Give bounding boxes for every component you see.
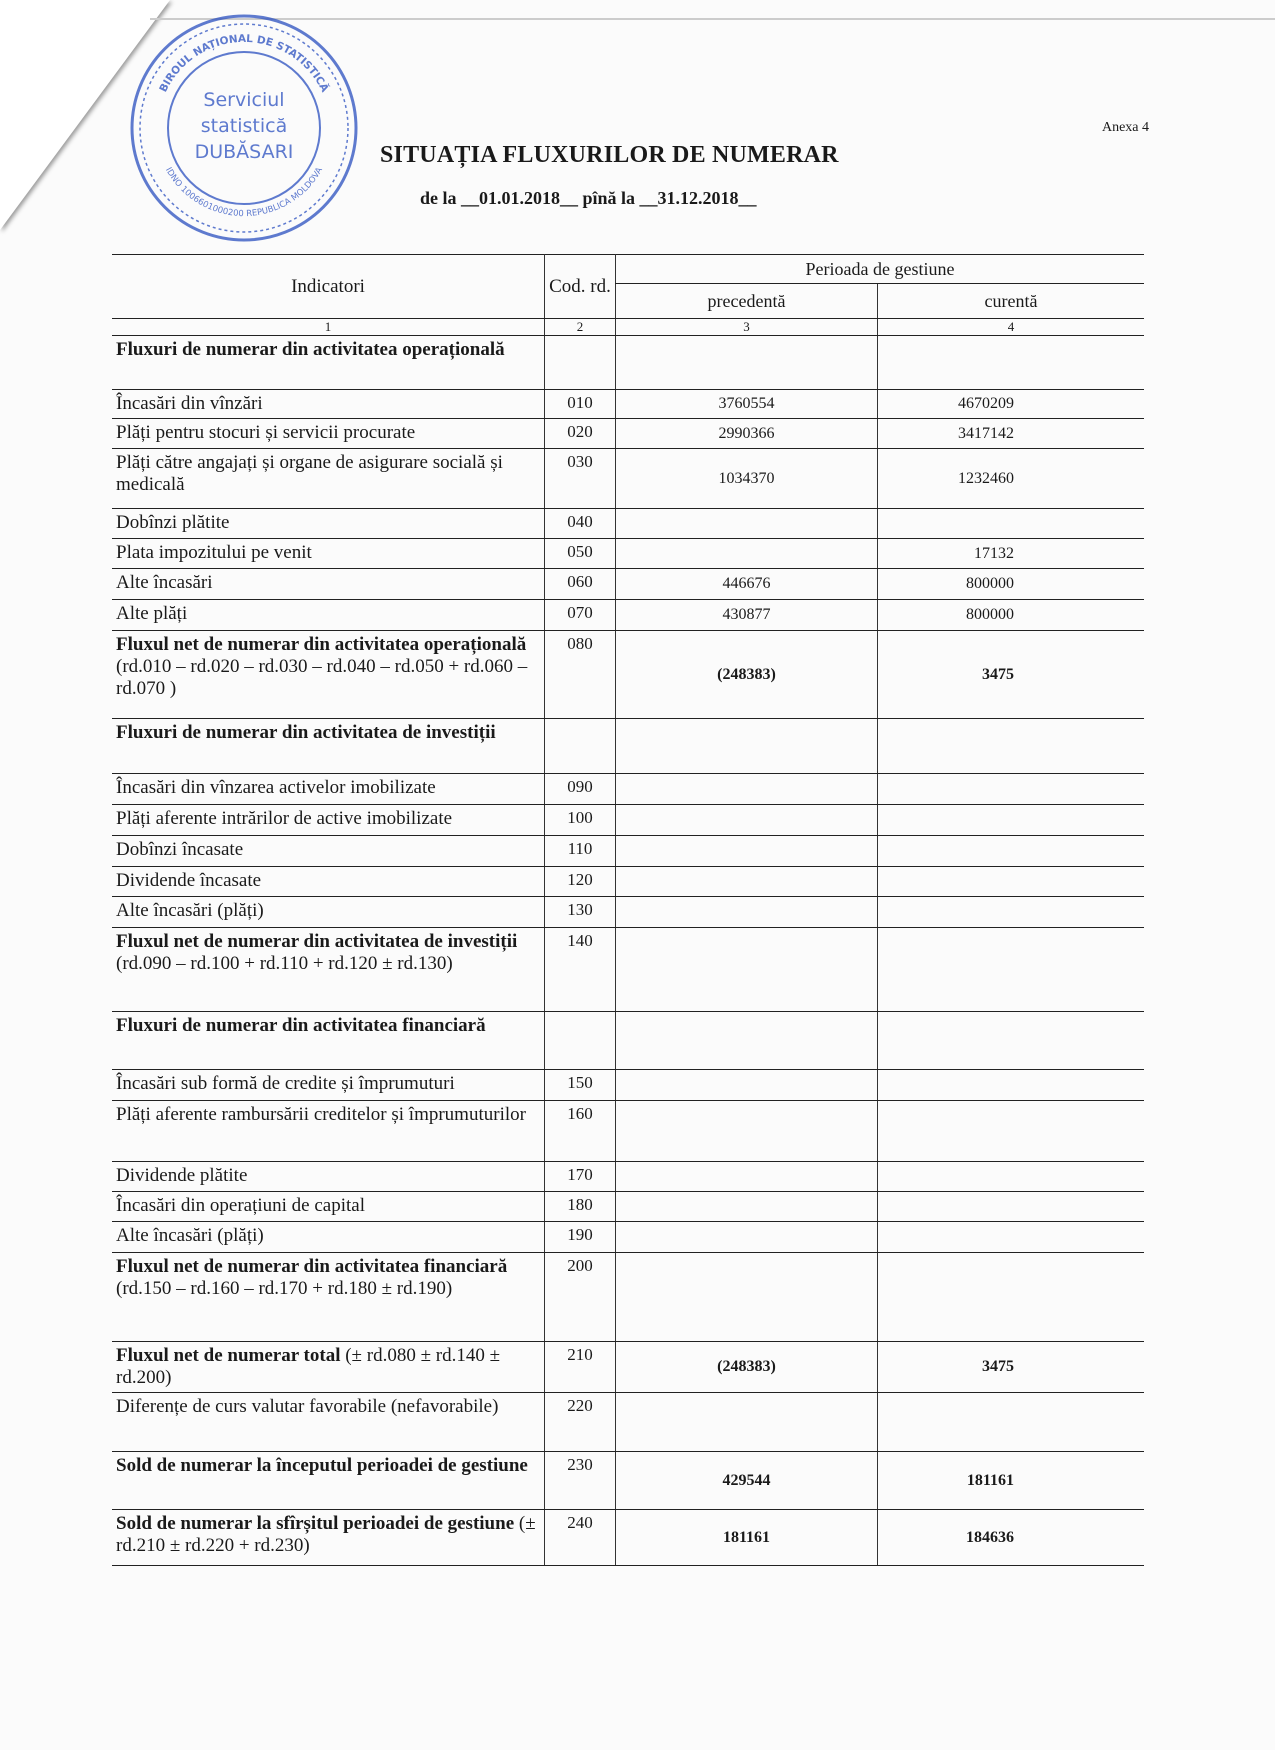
row-code-cell [545,1342,616,1393]
row-previous-value [616,1162,878,1192]
row-code: 200 [567,1256,593,1275]
period-prefix: de la __ [420,188,480,208]
row-previous-value [616,1012,878,1070]
row-previous-value [616,1101,878,1162]
row-code: 050 [567,542,593,561]
row-code: 100 [567,808,593,827]
row-indicator [112,867,545,897]
row-code-cell [545,836,616,867]
row-previous-value: 430877 [616,600,878,631]
row-indicator [112,805,545,836]
period-from: 01.01.2018 [479,188,561,208]
row-code: 030 [567,452,593,471]
row-code-cell [545,1162,616,1192]
row-code: 040 [567,512,593,531]
table-row [112,1101,1144,1162]
row-formula: (± rd.210 ± rd.220 + rd.230) [116,1513,536,1556]
header-previous: precedentă [616,284,878,319]
row-current-value [878,1192,1145,1222]
row-label: Fluxul net de numerar din activitatea financiară [116,1256,508,1277]
row-indicator [112,1222,545,1253]
row-code: 020 [567,422,593,441]
row-previous-value: 1034370 [616,449,878,509]
row-label: Dobînzi plătite [116,512,230,533]
row-previous-value [616,774,878,805]
row-code: 210 [567,1345,593,1364]
row-current-value: 4670209 [878,390,1145,419]
row-code: 220 [567,1396,593,1415]
row-code-cell [545,569,616,600]
document-title: SITUAȚIA FLUXURILOR DE NUMERAR [380,142,839,168]
row-label: Încasări sub formă de credite și împrumuturi [116,1073,455,1094]
row-previous-value: 181161 [616,1510,878,1566]
period-suffix: __ [738,188,757,208]
row-indicator [112,928,545,1012]
column-number: 1 [112,319,545,336]
table-row [112,1342,1144,1393]
row-code: 190 [567,1225,593,1244]
row-previous-value: 2990366 [616,419,878,449]
row-previous-value [616,1192,878,1222]
row-current-value [878,1070,1145,1101]
row-code-cell [545,600,616,631]
row-code-cell [545,509,616,539]
row-label: Fluxul net de numerar din activitatea operațională [116,634,527,655]
row-previous-value: 429544 [616,1452,878,1510]
row-label: Plăți pentru stocuri și servicii procurate [116,422,416,443]
official-stamp [128,12,360,244]
table-row [112,1253,1144,1342]
row-code-cell [545,774,616,805]
table-row [112,569,1144,600]
row-current-value: 184636 [878,1510,1145,1566]
row-current-value [878,1012,1145,1070]
row-code: 180 [567,1195,593,1214]
row-code: 230 [567,1455,593,1474]
row-current-value [878,1393,1145,1452]
row-current-value: 181161 [878,1452,1145,1510]
row-code-cell [545,419,616,449]
row-current-value [878,1253,1145,1342]
header-indicator: Indicatori [112,255,545,319]
row-indicator [112,719,545,774]
table-row [112,1510,1144,1566]
row-code: 170 [567,1165,593,1184]
table-row [112,805,1144,836]
row-indicator [112,1253,545,1342]
row-indicator [112,509,545,539]
row-indicator [112,390,545,419]
row-indicator [112,1342,545,1393]
table-row [112,836,1144,867]
row-formula: (rd.150 – rd.160 – rd.170 + rd.180 ± rd.190) [116,1278,453,1299]
row-label: Încasări din operațiuni de capital [116,1195,366,1216]
column-number: 4 [878,319,1145,336]
row-code: 160 [567,1104,593,1123]
row-previous-value: (248383) [616,1342,878,1393]
row-previous-value [616,867,878,897]
row-current-value [878,805,1145,836]
section-header-row [112,719,1144,774]
column-number: 2 [545,319,616,336]
row-code: 070 [567,603,593,622]
row-indicator [112,836,545,867]
row-current-value: 3475 [878,631,1145,719]
row-current-value [878,928,1145,1012]
row-indicator [112,600,545,631]
row-formula: (rd.010 – rd.020 – rd.030 – rd.040 – rd.050 + rd.060 – rd.070 ) [116,656,528,699]
table-row [112,419,1144,449]
row-current-value [878,336,1145,390]
row-label: Încasări din vînzări [116,393,263,414]
row-label: Plăți aferente intrărilor de active imobilizate [116,808,453,829]
row-current-value [878,774,1145,805]
row-code-cell [545,1510,616,1566]
row-current-value [878,1162,1145,1192]
header-period-group: Perioada de gestiune [616,255,1145,284]
table-row [112,897,1144,928]
row-code-cell [545,1222,616,1253]
table-row [112,449,1144,509]
row-indicator [112,336,545,390]
row-code: 150 [567,1073,593,1092]
row-code: 110 [567,839,593,858]
row-current-value [878,897,1145,928]
row-code: 060 [567,572,593,591]
row-indicator [112,449,545,509]
section-header-row [112,336,1144,390]
table-row [112,867,1144,897]
row-indicator [112,569,545,600]
row-indicator [112,1510,545,1566]
table-row [112,600,1144,631]
row-label: Sold de numerar la sfîrșitul perioadei de gestiune [116,1513,515,1534]
row-code: 130 [567,900,593,919]
svg-text:IDNO 1006601000200 REPUBLICA M [163,166,325,219]
table-row [112,774,1144,805]
row-indicator [112,1012,545,1070]
row-label: Fluxul net de numerar din activitatea de investiții [116,931,518,952]
row-indicator [112,1452,545,1510]
row-label: Plăți către angajați și organe de asigurare socială și medicală [116,452,503,495]
row-current-value [878,1101,1145,1162]
row-indicator [112,631,545,719]
row-code-cell [545,719,616,774]
table-row [112,1162,1144,1192]
stamp-line: DUBĂSARI [194,141,294,163]
row-current-value: 3475 [878,1342,1145,1393]
row-previous-value [616,1070,878,1101]
row-code-cell [545,1192,616,1222]
row-code: 120 [567,870,593,889]
row-code-cell [545,928,616,1012]
row-previous-value [616,719,878,774]
row-current-value [878,1222,1145,1253]
table-row [112,509,1144,539]
row-code-cell [545,1012,616,1070]
row-current-value [878,719,1145,774]
row-previous-value [616,928,878,1012]
row-current-value: 800000 [878,600,1145,631]
row-label: Plata impozitului pe venit [116,542,312,563]
row-previous-value [616,336,878,390]
table-row [112,1452,1144,1510]
row-current-value [878,509,1145,539]
table-row [112,1393,1144,1452]
row-indicator [112,897,545,928]
row-code: 240 [567,1513,593,1532]
row-label: Fluxuri de numerar din activitatea de investiții [116,722,496,743]
row-label: Fluxuri de numerar din activitatea financiară [116,1015,486,1036]
table-row [112,1070,1144,1101]
row-code-cell [545,1393,616,1452]
row-label: Alte plăți [116,603,188,624]
row-label: Plăți aferente rambursării creditelor și împrumuturilor [116,1104,526,1125]
row-label: Încasări din vînzarea activelor imobilizate [116,777,436,798]
row-code: 010 [567,393,593,412]
row-indicator [112,1192,545,1222]
row-label: Alte încasări (plăți) [116,1225,264,1246]
table-row [112,539,1144,569]
row-previous-value: (248383) [616,631,878,719]
row-previous-value [616,1393,878,1452]
row-code-cell [545,539,616,569]
row-current-value: 17132 [878,539,1145,569]
row-code-cell [545,867,616,897]
row-label: Dividende plătite [116,1165,248,1186]
period-mid: __ pînă la __ [560,188,658,208]
row-indicator [112,539,545,569]
row-current-value [878,867,1145,897]
row-label: Alte încasări (plăți) [116,900,264,921]
row-label: Alte încasări [116,572,213,593]
row-formula: (rd.090 – rd.100 + rd.110 + rd.120 ± rd.130) [116,953,453,974]
row-previous-value [616,805,878,836]
cash-flow-table [112,254,1144,1566]
annex-label: Anexa 4 [1101,120,1149,135]
column-number: 3 [616,319,878,336]
row-formula: (± rd.080 ± rd.140 ± rd.200) [116,1345,500,1388]
row-indicator [112,1393,545,1452]
row-previous-value: 446676 [616,569,878,600]
row-code: 090 [567,777,593,796]
row-previous-value [616,836,878,867]
svg-text:BIROUL NAȚIONAL DE STATISTICĂ [157,33,332,95]
row-code: 080 [567,634,593,653]
stamp-outer-text: BIROUL NAȚIONAL DE STATISTICĂ [157,32,331,95]
reporting-period [420,188,757,209]
header-current: curentă [878,284,1145,319]
row-previous-value [616,539,878,569]
table-row [112,1222,1144,1253]
row-code-cell [545,631,616,719]
table-row [112,390,1144,419]
row-code-cell [545,390,616,419]
stamp-bottom-text: IDNO 1006601000200 REPUBLICA MOLDOVA [163,165,325,220]
stamp-line: Serviciul [203,89,285,111]
row-label: Dividende încasate [116,870,262,891]
row-indicator [112,1162,545,1192]
row-indicator [112,1101,545,1162]
row-code-cell [545,1101,616,1162]
stamp-line: statistică [200,115,288,137]
row-code-cell [545,897,616,928]
row-code: 140 [567,931,593,950]
row-indicator [112,774,545,805]
row-code-cell [545,1070,616,1101]
row-code-cell [545,805,616,836]
row-previous-value [616,509,878,539]
table-row [112,1192,1144,1222]
row-label: Sold de numerar la începutul perioadei de gestiune [116,1455,528,1476]
row-label: Fluxul net de numerar total [116,1345,341,1366]
row-label: Fluxuri de numerar din activitatea operațională [116,339,505,360]
row-indicator [112,1070,545,1101]
row-code-cell [545,1253,616,1342]
section-header-row [112,1012,1144,1070]
row-code-cell [545,449,616,509]
table-body [112,336,1144,1566]
row-code-cell [545,1452,616,1510]
table-row [112,928,1144,1012]
period-to: 31.12.2018 [657,188,739,208]
row-current-value: 800000 [878,569,1145,600]
row-previous-value: 3760554 [616,390,878,419]
row-current-value: 3417142 [878,419,1145,449]
row-current-value [878,836,1145,867]
row-code-cell [545,336,616,390]
row-previous-value [616,1222,878,1253]
header-code: Cod. rd. [545,255,616,319]
table-row [112,631,1144,719]
row-previous-value [616,1253,878,1342]
row-indicator [112,419,545,449]
row-current-value: 1232460 [878,449,1145,509]
row-previous-value [616,897,878,928]
row-label: Diferențe de curs valutar favorabile (nefavorabile) [116,1396,499,1417]
row-label: Dobînzi încasate [116,839,244,860]
